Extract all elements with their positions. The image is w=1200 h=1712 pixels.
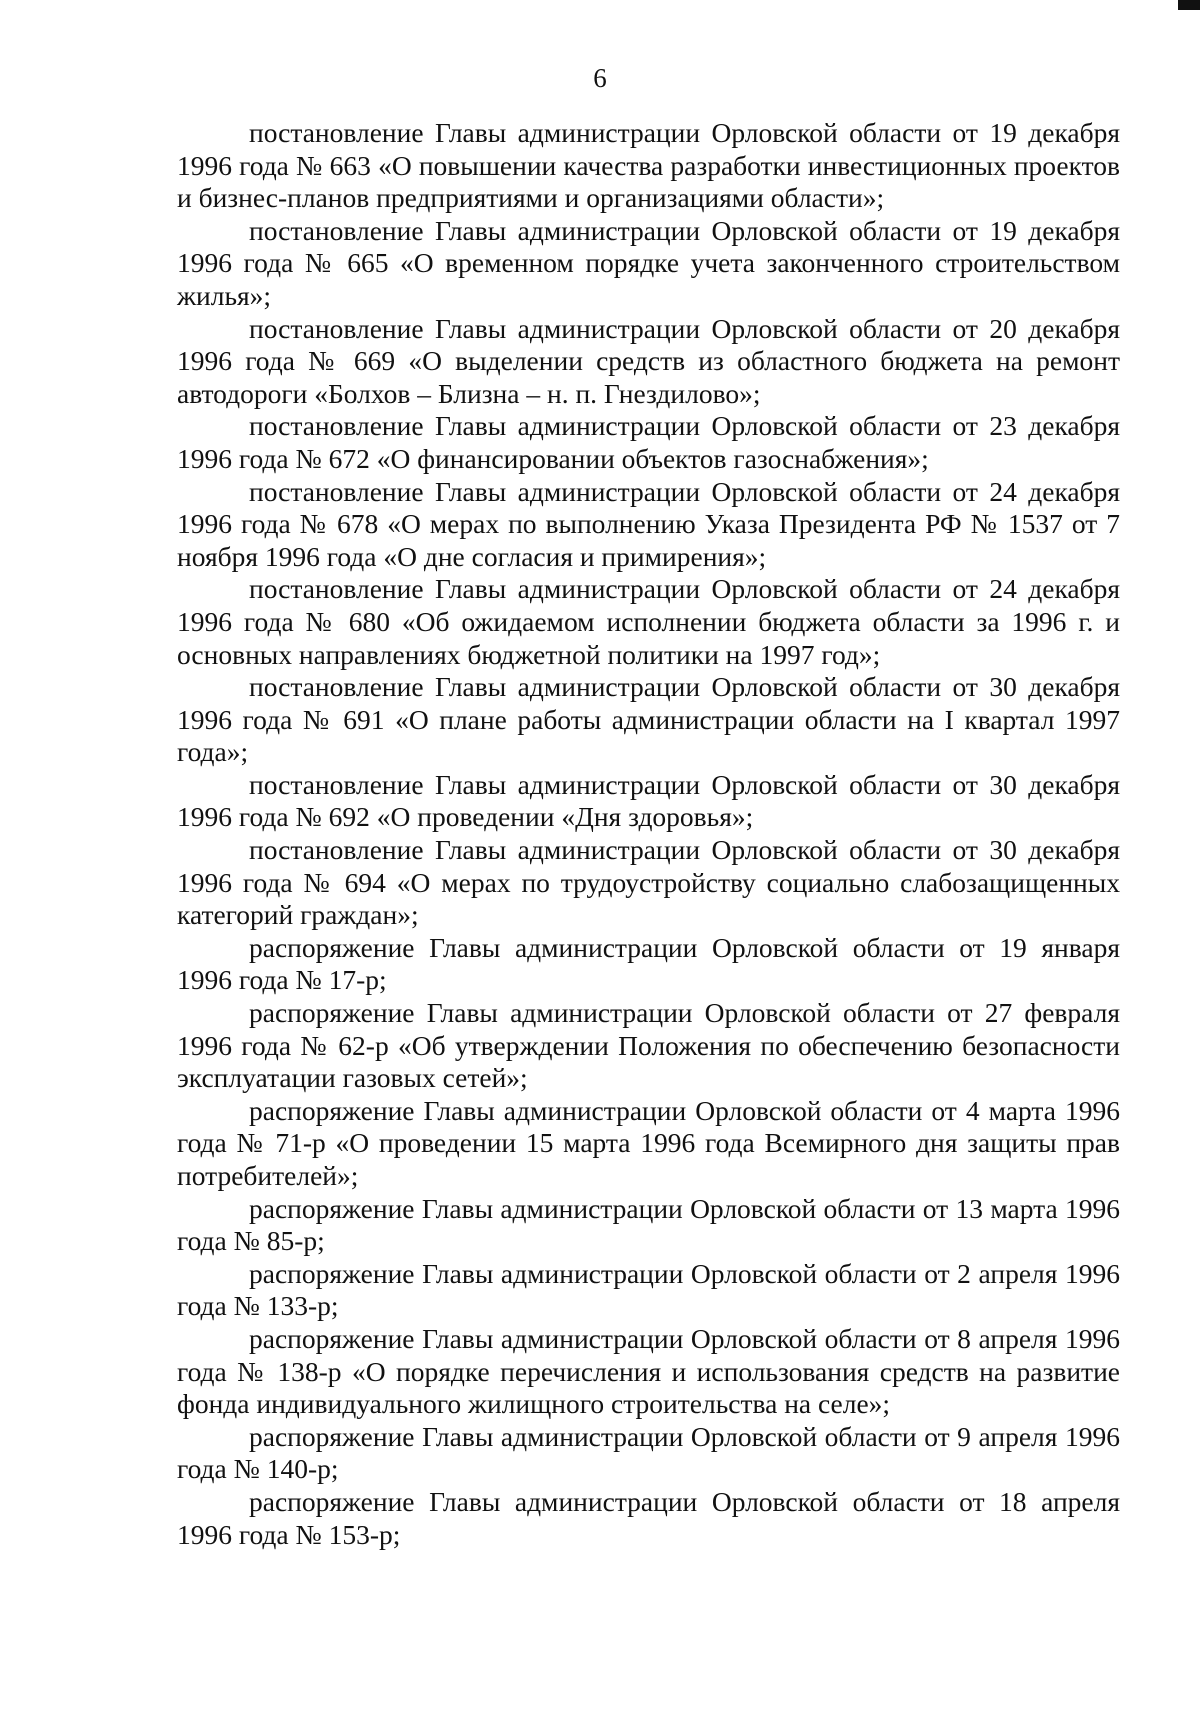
document-body bbox=[177, 117, 1120, 1551]
document-entry: распоряжение Главы администрации Орловской области от 2 апреля 1996 года № 133-р; bbox=[177, 1257, 1120, 1322]
document-entry: постановление Главы администрации Орловской области от 19 декабря 1996 года № 665 «О временном порядке учета законченного строительством жилья»; bbox=[177, 214, 1120, 311]
document-entry: постановление Главы администрации Орловской области от 20 декабря 1996 года № 669 «О выделении средств из областного бюджета на ремонт автодороги «Болхов – Близна – н. п. Гнездилово»; bbox=[177, 312, 1120, 409]
document-entry: постановление Главы администрации Орловской области от 24 декабря 1996 года № 678 «О мерах по выполнению Указа Президента РФ № 1537 от 7 ноября 1996 года «О дне согласия и примирения»; bbox=[177, 475, 1120, 572]
document-entry: распоряжение Главы администрации Орловской области от 13 марта 1996 года № 85-р; bbox=[177, 1192, 1120, 1257]
document-entry: постановление Главы администрации Орловской области от 19 декабря 1996 года № 663 «О повышении качества разработки инвестиционных проектов и бизнес-планов предприятиями и организациями области»; bbox=[177, 117, 1120, 214]
document-entry: постановление Главы администрации Орловской области от 24 декабря 1996 года № 680 «Об ожидаемом исполнении бюджета области за 1996 г. и основных направлениях бюджетной политики на 1997 год»; bbox=[177, 573, 1120, 670]
page-number: 6 bbox=[593, 63, 607, 93]
scan-edge-mark bbox=[1178, 0, 1200, 10]
document-entry: постановление Главы администрации Орловской области от 30 декабря 1996 года № 692 «О проведении «Дня здоровья»; bbox=[177, 768, 1120, 833]
document-entry: распоряжение Главы администрации Орловской области от 19 января 1996 года № 17-р; bbox=[177, 931, 1120, 996]
document-entry: постановление Главы администрации Орловской области от 30 декабря 1996 года № 691 «О плане работы администрации области на I квартал 1997 года»; bbox=[177, 671, 1120, 768]
document-entry: постановление Главы администрации Орловской области от 30 декабря 1996 года № 694 «О мерах по трудоустройству социально слабозащищенных категорий граждан»; bbox=[177, 834, 1120, 931]
document-entry: распоряжение Главы администрации Орловской области от 8 апреля 1996 года № 138-р «О порядке перечисления и использования средств на развитие фонда индивидуального жилищного строительства на селе»; bbox=[177, 1322, 1120, 1420]
document-entry: распоряжение Главы администрации Орловской области от 9 апреля 1996 года № 140-р; bbox=[177, 1420, 1120, 1485]
document-entry: распоряжение Главы администрации Орловской области от 27 февраля 1996 года № 62-р «Об утверждении Положения по обеспечению безопасности эксплуатации газовых сетей»; bbox=[177, 997, 1120, 1094]
document-entry: постановление Главы администрации Орловской области от 23 декабря 1996 года № 672 «О финансировании объектов газоснабжения»; bbox=[177, 410, 1120, 474]
document-entry: распоряжение Главы администрации Орловской области от 18 апреля 1996 года № 153-р; bbox=[177, 1485, 1120, 1550]
document-entry: распоряжение Главы администрации Орловской области от 4 марта 1996 года № 71-р «О проведении 15 марта 1996 года Всемирного дня защиты прав потребителей»; bbox=[177, 1094, 1120, 1191]
